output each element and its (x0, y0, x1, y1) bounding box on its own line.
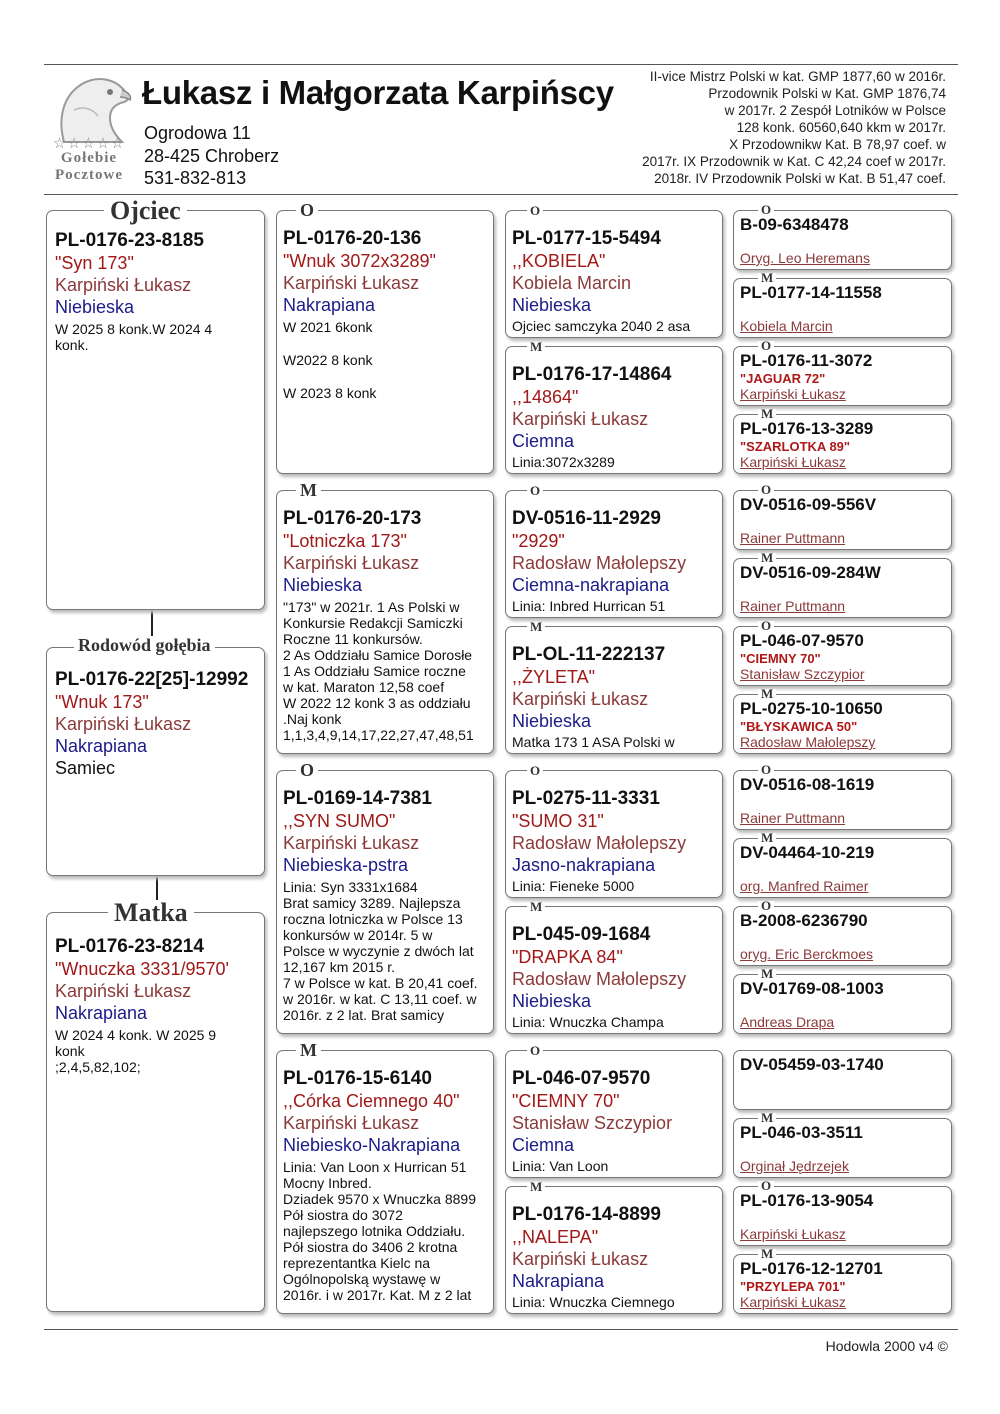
subject-name: "Wnuk 173" (55, 692, 149, 712)
ring-number: DV-05459-03-1740 (740, 1055, 884, 1074)
ancestor-card[interactable] (733, 1254, 952, 1314)
owner: Radosław Małolepszy (512, 969, 687, 989)
logo-text-line-2: Pocztowe (55, 167, 123, 183)
color: Nakrapiana (283, 295, 376, 315)
logo-text-line-1: Gołebie (60, 150, 118, 166)
father-card[interactable] (46, 210, 265, 610)
color: Jasno-nakrapiana (512, 855, 656, 875)
sire-label: O (527, 766, 543, 776)
notes: Linia:3072x3289 (512, 454, 615, 470)
dam-label: M (527, 902, 545, 912)
notes: Linia: Syn 3331x1684 Brat samicy 3289. Najlepsza roczna lotniczka w Polsce 13 konkursów w 2014r. 5 w Polsce w wyczynie z dwóch lat 12,167 km 2015 r. 7 w Polsce w kat. B 20,41 coef. w 2016r. w kat. C 13,11 coef. w 2016r. z 2 lat. Brat samicy (283, 879, 478, 1023)
dam-label: M (527, 342, 545, 352)
pigeon-name: "Lotniczka 173" (283, 531, 407, 551)
pigeon-name: ,,NALEPA" (512, 1227, 599, 1247)
subject-ring-number: PL-0176-22[25]-12992 (55, 669, 249, 690)
owner: Stanisław Szczypior (512, 1113, 673, 1133)
ring-number: PL-0176-12-12701 (740, 1259, 883, 1278)
owner: Oryg. Leo Heremans (740, 250, 870, 266)
great-grandparent-card[interactable] (505, 1050, 723, 1178)
pigeon-name: ,,SYN SUMO" (283, 811, 396, 831)
achievement-line: II-vice Mistrz Polski w kat. GMP 1877,60 w 2016r. (649, 69, 946, 84)
subject-owner: Karpiński Łukasz (55, 714, 192, 734)
mother-label: Matka (108, 900, 194, 926)
notes: Linia: Fieneke 5000 (512, 878, 635, 894)
ring-number: PL-0176-13-9054 (740, 1191, 874, 1210)
ancestor-card[interactable] (733, 974, 952, 1034)
owner: Rainer Puttmann (740, 530, 846, 546)
pigeon-name: "CIEMNY 70" (512, 1091, 620, 1111)
ring-number: DV-01769-08-1003 (740, 979, 884, 998)
dam-label: M (758, 969, 776, 979)
achievement-line: 128 konk. 60560,640 kkm w 2017r. (736, 120, 946, 135)
ring-number: PL-0176-20-173 (283, 508, 422, 529)
dam-label: M (758, 1113, 776, 1123)
dam-label: M (527, 622, 545, 632)
sire-label: O (527, 206, 543, 216)
owner: org. Manfred Raimer (740, 878, 869, 894)
owner: Orginał Jędrzejek (740, 1158, 849, 1174)
ring-number: PL-046-07-9570 (512, 1068, 651, 1089)
great-grandparent-card[interactable] (505, 906, 723, 1034)
owner: Karpiński Łukasz (740, 454, 846, 470)
dam-label: M (296, 481, 321, 499)
owner: Kobiela Marcin (512, 273, 632, 293)
ancestor-card[interactable] (733, 1118, 952, 1178)
owner: Karpiński Łukasz (512, 1249, 649, 1269)
pigeon-name: ,,14864" (512, 387, 579, 407)
owner: Karpiński Łukasz (283, 273, 420, 293)
ancestor-card[interactable] (733, 346, 952, 406)
owner: Karpiński Łukasz (512, 409, 649, 429)
pigeon-name: "PRZYLEPA 701" (740, 1279, 846, 1294)
pigeon-name: "JAGUAR 72" (740, 371, 826, 386)
mother-name: "Wnuczka 3331/9570' (55, 959, 229, 979)
header-bottom-line (44, 194, 958, 195)
color: Ciemna (512, 431, 575, 451)
mother-ring-number: PL-0176-23-8214 (55, 936, 204, 957)
sire-label: O (758, 1181, 774, 1191)
pigeon-head-icon (52, 70, 132, 144)
owner: Radosław Małolepszy (512, 553, 687, 573)
father-notes: W 2025 8 konk.W 2024 4 konk. (55, 321, 213, 353)
ancestor-card[interactable] (733, 278, 952, 338)
color: Nakrapiana (512, 1271, 605, 1291)
notes: Linia: Van Loon (512, 1158, 609, 1174)
ancestor-card[interactable] (733, 1050, 952, 1110)
achievement-line: Przodownik Polski w Kat. GMP 1876,74 (708, 86, 946, 101)
ring-number: PL-0176-17-14864 (512, 364, 672, 385)
color: Niebieska (283, 575, 363, 595)
pigeon-name: "2929" (512, 531, 565, 551)
pigeon-name: ,,Córka Ciemnego 40" (283, 1091, 460, 1111)
owner: Karpiński Łukasz (740, 386, 846, 402)
owner: Radosław Małolepszy (740, 734, 876, 750)
owner: Karpiński Łukasz (740, 1226, 846, 1242)
sire-label: O (527, 1046, 543, 1056)
logo (46, 70, 132, 188)
ring-number: PL-0275-11-3331 (512, 788, 660, 809)
ancestor-card[interactable] (733, 838, 952, 898)
breeder-address (144, 122, 279, 190)
grandparent-card[interactable] (276, 210, 494, 474)
mother-card[interactable] (46, 912, 265, 1312)
mother-owner: Karpiński Łukasz (55, 981, 192, 1001)
owner: Rainer Puttmann (740, 598, 846, 614)
grandparent-card[interactable] (276, 770, 494, 1034)
mother-color: Nakrapiana (55, 1003, 148, 1023)
owner: Radosław Małolepszy (512, 833, 687, 853)
notes: Linia: Wnuczka Ciemnego (512, 1294, 675, 1310)
address-phone: 531-832-813 (144, 168, 247, 188)
pigeon-name: "DRAPKA 84" (512, 947, 623, 967)
dam-label: M (296, 1041, 321, 1059)
sire-label: O (527, 486, 543, 496)
achievement-line: 2017r. IX Przodownik w Kat. C 42,24 coef w 2017r. (642, 154, 946, 169)
father-label: Ojciec (104, 198, 187, 224)
ancestor-card[interactable] (733, 770, 952, 830)
ring-number: PL-0275-10-10650 (740, 699, 883, 718)
sire-label: O (296, 201, 318, 219)
notes: W 2021 6konk (283, 319, 373, 335)
dam-label: M (758, 553, 776, 563)
achievement-line: w 2017r. 2 Zespół Lotników w Polsce (724, 103, 946, 118)
dam-label: M (758, 1249, 776, 1259)
color: Niebiesko-Nakrapiana (283, 1135, 461, 1155)
ancestor-card[interactable] (733, 694, 952, 754)
sire-label: O (758, 765, 774, 775)
sire-label: O (758, 341, 774, 351)
owner: Karpiński Łukasz (740, 1294, 846, 1310)
notes: Linia: Van Loon x Hurrican 51 Mocny Inbred. Dziadek 9570 x Wnuczka 8899 Pół siostra do 3072 najlepszego lotnika Oddziału. Pół siostra do 3406 2 krotna reprezentantka Kielc na Ogólnopolską wystawę w 2016r. i w 2017r. Kat. M z 2 lat (283, 1159, 476, 1303)
great-grandparent-card[interactable] (505, 490, 723, 618)
achievement-line: X Przodownikw Kat. B 78,97 coef. w (729, 137, 946, 152)
color: Niebieska (512, 991, 592, 1011)
sire-label: O (758, 485, 774, 495)
owner: Rainer Puttmann (740, 810, 846, 826)
pigeon-name: "BŁYSKAWICA 50" (740, 719, 858, 734)
owner: Stanisław Szczypior (740, 666, 865, 682)
pigeon-name: "Wnuk 3072x3289" (283, 251, 436, 271)
ring-number: PL-0176-15-6140 (283, 1068, 432, 1089)
breeder-name-title: Łukasz i Małgorzata Karpińscy (142, 74, 614, 111)
sire-label: O (758, 205, 774, 215)
ancestor-card[interactable] (733, 490, 952, 550)
father-name: "Syn 173" (55, 253, 134, 273)
great-grandparent-card[interactable] (505, 770, 723, 898)
subject-sex: Samiec (55, 758, 116, 778)
owner: Karpiński Łukasz (283, 1113, 420, 1133)
notes: W2022 8 konk (283, 352, 373, 368)
ring-number: PL-OL-11-222137 (512, 644, 666, 665)
address-city: 28-425 Chroberz (144, 145, 280, 166)
footer-text: Hodowla 2000 v4 © (825, 1338, 948, 1354)
notes: Ojciec samczyka 2040 2 asa (512, 318, 691, 334)
dam-label: M (758, 689, 776, 699)
ring-number: PL-0177-14-11558 (740, 283, 882, 302)
notes: Linia: Inbred Hurrican 51 (512, 598, 666, 614)
ring-number: PL-0177-15-5494 (512, 228, 661, 249)
owner: Karpiński Łukasz (283, 553, 420, 573)
color: Niebieska (512, 295, 592, 315)
ring-number: PL-0176-11-3072 (740, 351, 873, 370)
ring-number: DV-04464-10-219 (740, 843, 875, 862)
footer-line (44, 1329, 958, 1330)
great-grandparent-card[interactable] (505, 210, 723, 338)
sire-label: O (758, 901, 774, 911)
ring-number: DV-0516-09-284W (740, 563, 881, 582)
ring-number: PL-046-07-9570 (740, 631, 864, 650)
owner: Andreas Drapa (740, 1014, 835, 1030)
color: Niebieska (512, 711, 592, 731)
subject-color: Nakrapiana (55, 736, 148, 756)
address-street: Ogrodowa 11 (144, 123, 251, 143)
grandparent-card[interactable] (276, 1050, 494, 1314)
father-color: Niebieska (55, 297, 135, 317)
color: Ciemna-nakrapiana (512, 575, 670, 595)
ring-number: DV-0516-09-556V (740, 495, 877, 514)
mother-notes: W 2024 4 konk. W 2025 9 konk ;2,4,5,82,102; (55, 1027, 217, 1075)
dam-label: M (758, 833, 776, 843)
grandparent-card[interactable] (276, 490, 494, 754)
owner: Kobiela Marcin (740, 318, 833, 334)
color: Ciemna (512, 1135, 575, 1155)
ring-number: B-09-6348478 (740, 215, 849, 234)
header-top-line (44, 64, 958, 65)
ring-number: PL-0176-20-136 (283, 228, 422, 249)
ancestor-card[interactable] (733, 626, 952, 686)
owner: oryg. Eric Berckmoes (740, 946, 874, 962)
owner: Karpiński Łukasz (512, 689, 649, 709)
ring-number: B-2008-6236790 (740, 911, 868, 930)
owner: Karpiński Łukasz (283, 833, 420, 853)
notes: Matka 173 1 ASA Polski w (512, 734, 675, 750)
sire-label: O (296, 761, 318, 779)
achievement-line: 2018r. IV Przodownik Polski w Kat. B 51,47 coef. (654, 171, 946, 186)
ring-number: PL-0176-14-8899 (512, 1204, 661, 1225)
notes: "173" w 2021r. 1 As Polski w Konkursie Redakcji Samiczki Roczne 11 konkursów. 2 As Oddziału Samice Dorosłe 1 As Oddziału Samice roczne w kat. Maraton 12,58 coef W 2022 12 konk 3 as oddziału .Naj konk 1,1,3,4,9,14,17,22,27,47,48,51 (283, 599, 474, 743)
achievements (642, 68, 946, 187)
pigeon-name: ,,ŻYLETA" (512, 667, 596, 687)
father-owner: Karpiński Łukasz (55, 275, 192, 295)
notes: W 2023 8 konk (283, 385, 377, 401)
ancestor-card[interactable] (733, 906, 952, 966)
pigeon-name: "SUMO 31" (512, 811, 604, 831)
ancestor-card[interactable] (733, 210, 952, 270)
notes: Linia: Wnuczka Champa (512, 1014, 664, 1030)
subject-card[interactable] (46, 647, 265, 876)
ring-number: PL-0176-13-3289 (740, 419, 874, 438)
ring-number: DV-0516-11-2929 (512, 508, 661, 529)
pigeon-name: "CIEMNY 70" (740, 651, 821, 666)
ancestor-card[interactable] (733, 1186, 952, 1246)
logo-stars: ☆☆☆☆☆ (52, 134, 126, 152)
great-grandparent-card[interactable] (505, 1186, 723, 1314)
dam-label: M (527, 1182, 545, 1192)
color: Niebieska-pstra (283, 855, 409, 875)
pigeon-name: "SZARLOTKA 89" (740, 439, 851, 454)
dam-label: M (758, 409, 776, 419)
dam-label: M (758, 273, 776, 283)
pigeon-name: ,,KOBIELA" (512, 251, 606, 271)
ring-number: PL-0169-14-7381 (283, 788, 432, 809)
great-grandparent-card[interactable] (505, 626, 723, 754)
ancestor-card[interactable] (733, 558, 952, 618)
ring-number: PL-046-03-3511 (740, 1123, 863, 1142)
great-grandparent-card[interactable] (505, 346, 723, 474)
ancestor-card[interactable] (733, 414, 952, 474)
father-ring-number: PL-0176-23-8185 (55, 230, 204, 251)
sire-label: O (758, 621, 774, 631)
ring-number: DV-0516-08-1619 (740, 775, 875, 794)
subject-label: Rodowód gołębia (74, 636, 215, 654)
ring-number: PL-045-09-1684 (512, 924, 651, 945)
